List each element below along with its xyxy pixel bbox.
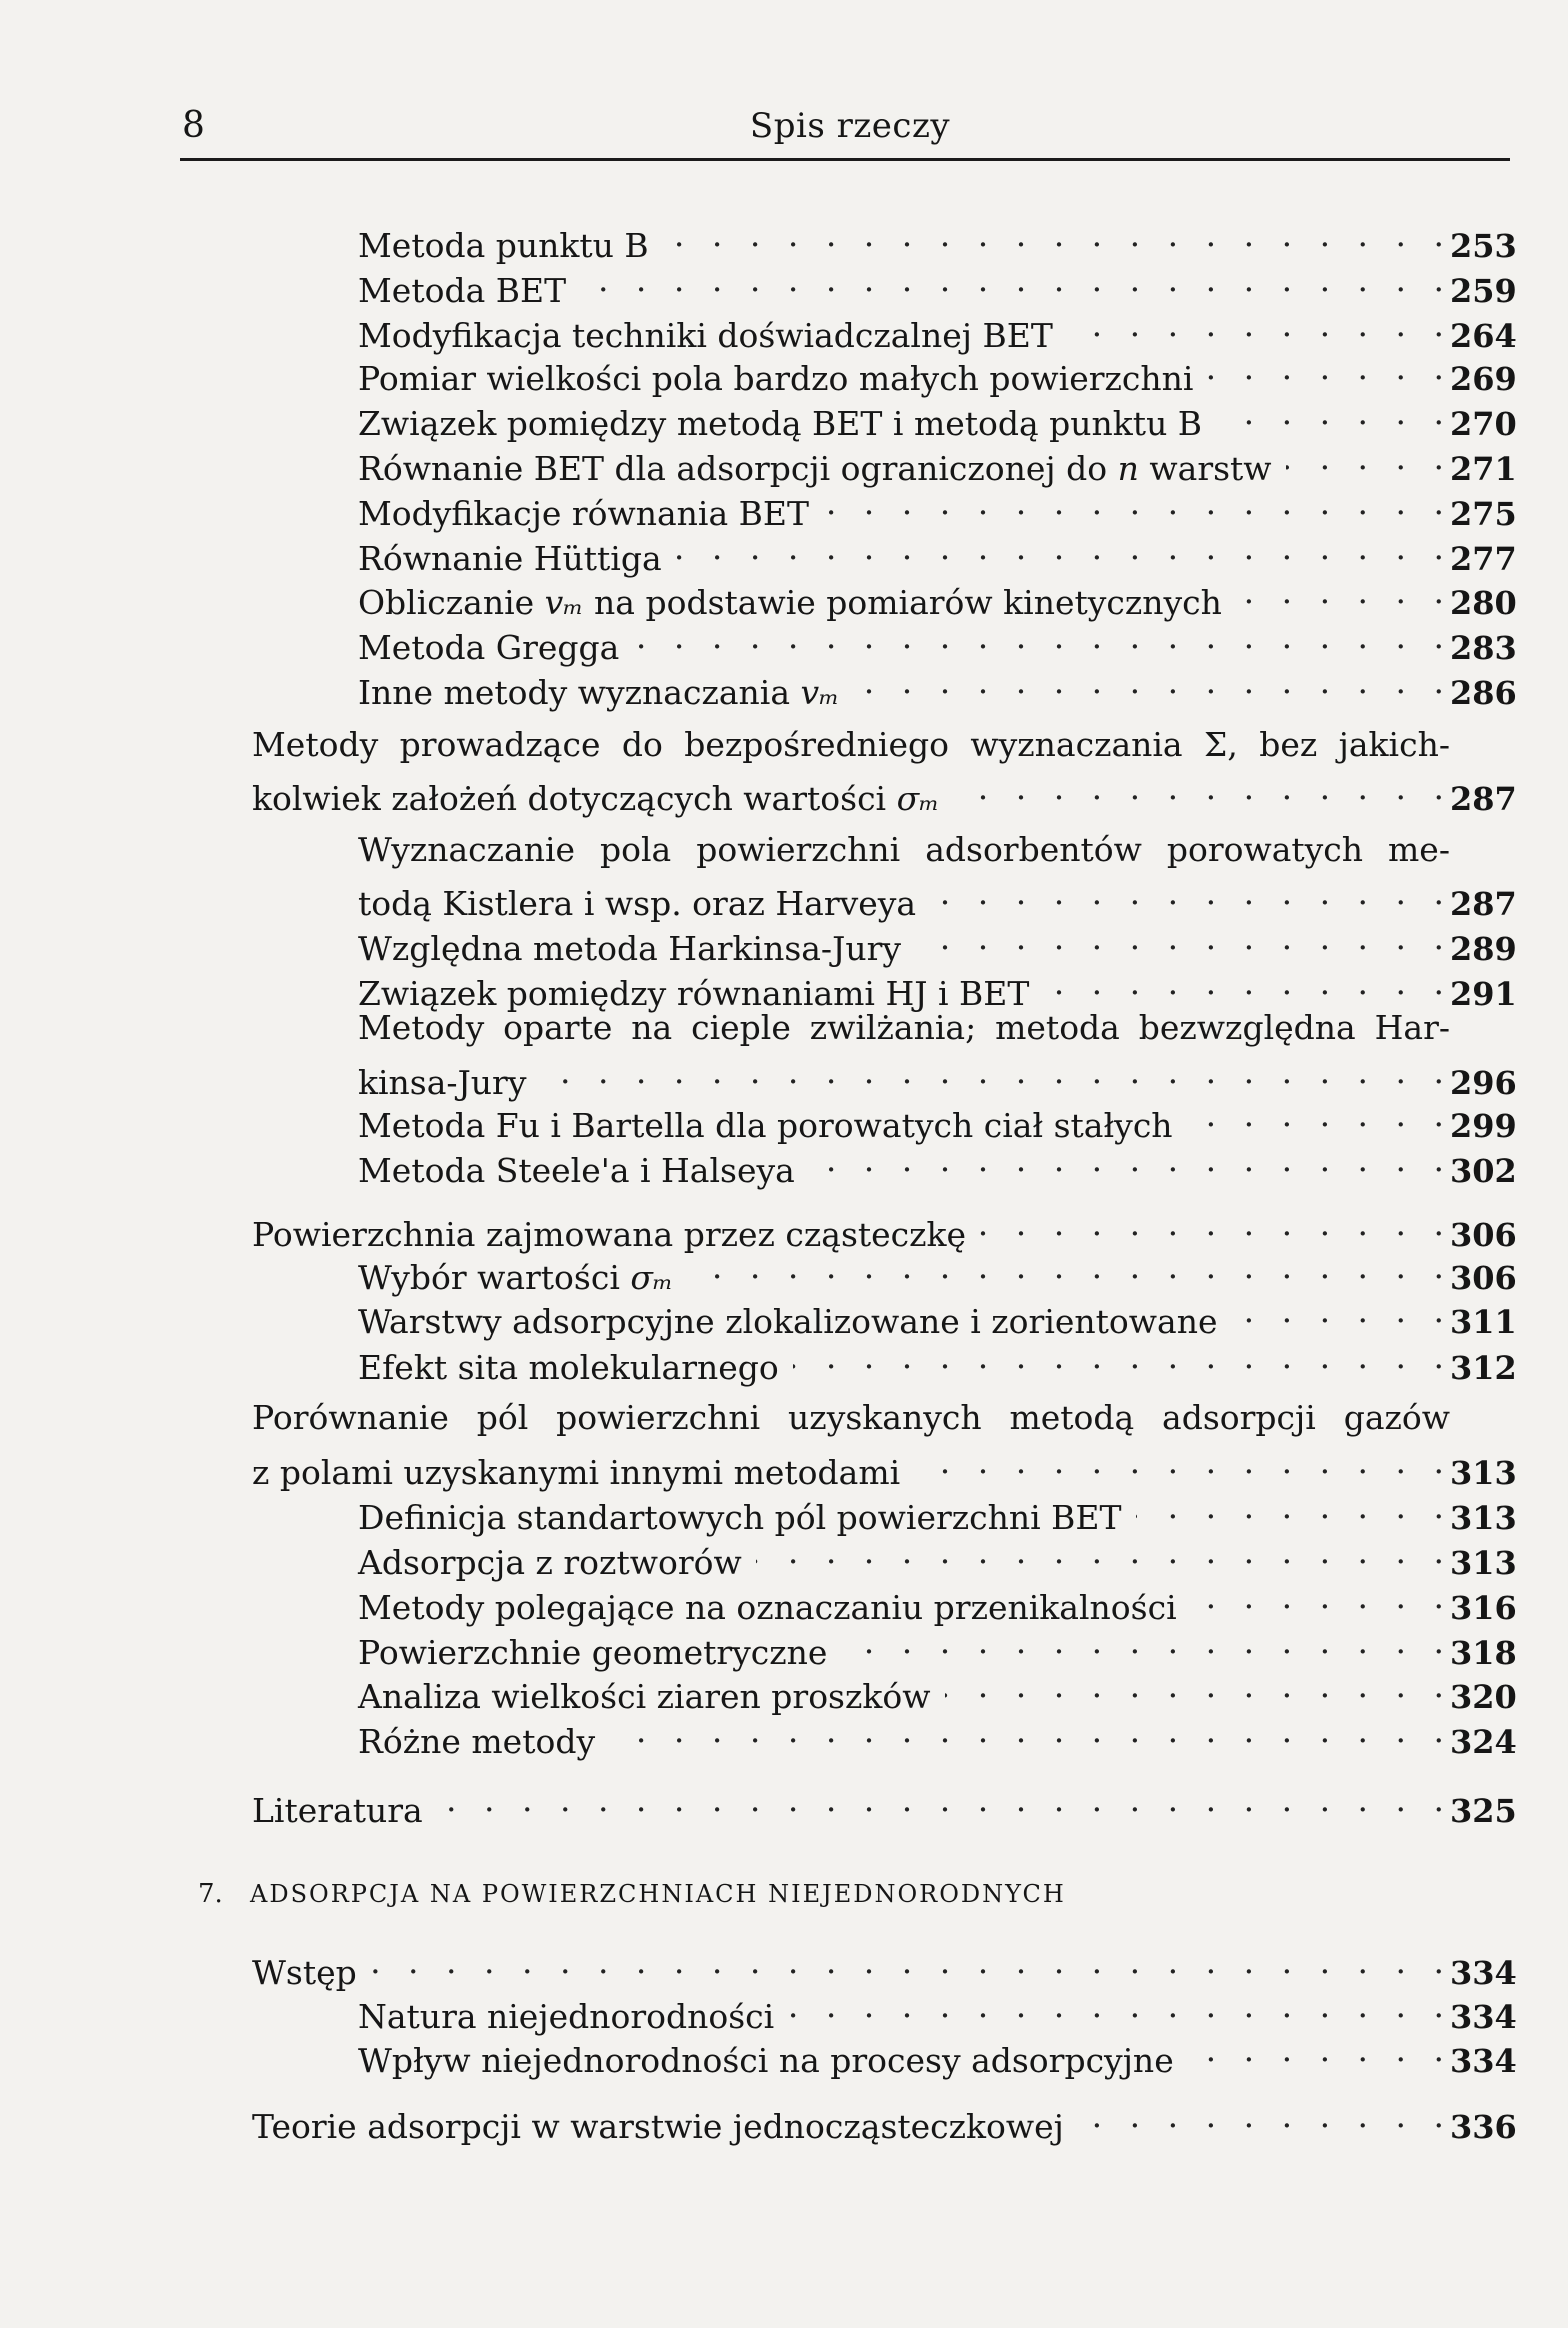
toc-entry-page: 275 (1450, 495, 1517, 533)
page-number: 8 (182, 105, 205, 146)
toc-entry[interactable] (358, 213, 1517, 265)
toc-entry-title: Modyfikacje równania BET (358, 494, 809, 533)
toc-entry[interactable] (358, 1289, 1517, 1341)
toc-entry-page: 259 (1450, 272, 1517, 310)
toc-entry-page: 289 (1450, 930, 1517, 968)
toc-entry[interactable] (358, 2028, 1517, 2080)
toc-entry[interactable] (358, 871, 1517, 923)
running-title (0, 104, 1568, 148)
toc-entry[interactable] (358, 526, 1517, 578)
toc-entry[interactable] (358, 916, 1517, 968)
toc-entry-page: 306 (1450, 1259, 1517, 1297)
toc-section-literatura[interactable] (252, 1778, 1517, 1830)
toc-entry-page: 324 (1450, 1723, 1517, 1761)
toc-entry-title: Efekt sita molekularnego (358, 1348, 779, 1387)
toc-entry-title: Wpływ niejednorodności na procesy adsorpcyjne (358, 2041, 1174, 2080)
toc-entry-page: 334 (1450, 1998, 1517, 2036)
dot-leader (687, 1245, 1444, 1289)
dot-leader (809, 1138, 1444, 1182)
toc-section-line[interactable] (252, 723, 1450, 767)
chapter-heading[interactable] (198, 1874, 1066, 1914)
toc-entry[interactable] (358, 1050, 1517, 1102)
toc-entry[interactable] (358, 1093, 1517, 1145)
toc-entry[interactable] (358, 436, 1517, 488)
math-variable: n (1117, 449, 1139, 488)
dot-leader (1207, 346, 1444, 390)
toc-entry-page: 296 (1450, 1064, 1517, 1102)
toc-entry-title: Związek pomiędzy równaniami HJ i BET (358, 974, 1030, 1013)
dot-leader (853, 660, 1444, 704)
dot-leader (1188, 2028, 1444, 2072)
toc-entry-title: Definicja standartowych pól powierzchni BET (358, 1498, 1122, 1537)
toc-entry[interactable] (358, 258, 1517, 310)
dot-leader (793, 1335, 1444, 1379)
toc-entry[interactable] (358, 481, 1517, 533)
toc-entry-page: 269 (1450, 360, 1517, 398)
toc-entry-title-line1: Metody oparte na cieple zwilżania; metoda bezwzględna Har- (358, 1008, 1450, 1047)
dot-leader (1191, 1575, 1444, 1619)
toc-entry-page: 325 (1450, 1792, 1517, 1830)
toc-entry[interactable] (358, 1664, 1517, 1716)
toc-entry-page: 312 (1450, 1349, 1517, 1387)
toc-entry-page: 299 (1450, 1107, 1517, 1145)
toc-entry-page: 270 (1450, 405, 1517, 443)
dot-leader (915, 916, 1444, 960)
dot-leader (1136, 1485, 1444, 1529)
toc-entry[interactable] (358, 1709, 1517, 1761)
toc-entry-page: 287 (1450, 885, 1517, 923)
title-part: warstw (1138, 449, 1272, 488)
toc-entry-title: Równanie Hüttiga (358, 539, 662, 578)
toc-entry-title: Powierzchnie geometryczne (358, 1633, 828, 1672)
toc-entry-title-line1: Wyznaczanie pola powierzchni adsorbentów porowatych me- (358, 830, 1450, 869)
toc-entry-title: Metoda Fu i Bartella dla porowatych ciał stałych (358, 1106, 1173, 1145)
toc-entry[interactable] (358, 1485, 1517, 1537)
math-variable: vₘ (800, 673, 840, 712)
dot-leader (1216, 391, 1444, 435)
dot-leader (841, 1620, 1444, 1664)
toc-section-line[interactable] (252, 1396, 1450, 1440)
toc-entry-page: 291 (1450, 975, 1517, 1013)
toc-section-title-line1: Porównanie pól powierzchni uzyskanych metodą adsorpcji gazów (252, 1398, 1450, 1437)
toc-entry-line[interactable] (358, 1006, 1450, 1050)
toc-entry-page: 287 (1450, 780, 1517, 818)
toc-entry-title: Natura niejednorodności (358, 1997, 775, 2036)
title-part: Inne metody wyznaczania (358, 673, 801, 712)
toc-entry-page: 283 (1450, 629, 1517, 667)
toc-entry-title: Warstwy adsorpcyjne zlokalizowane i zorientowane (358, 1302, 1218, 1341)
toc-entry-page: 302 (1450, 1152, 1517, 1190)
toc-entry-page: 334 (1450, 1954, 1517, 1992)
dot-leader (371, 1940, 1444, 1984)
chapter-number: 7. (198, 1879, 223, 1909)
toc-entry-page: 336 (1450, 2108, 1517, 2146)
toc-section[interactable] (252, 2094, 1517, 2146)
toc-entry[interactable] (358, 570, 1517, 622)
toc-section-title-line2: z polami uzyskanymi innymi metodami (252, 1453, 901, 1492)
toc-entry-line[interactable] (358, 828, 1450, 872)
dot-leader (1231, 1289, 1444, 1333)
dot-leader (1067, 303, 1444, 347)
toc-entry-title: Analiza wielkości ziaren proszków (358, 1677, 931, 1716)
toc-section-title-line2 (252, 777, 939, 821)
toc-entry-title: Różne metody (358, 1722, 596, 1761)
dot-leader (1236, 570, 1444, 614)
toc-entry-page: 253 (1450, 227, 1517, 265)
header-rule (180, 158, 1510, 161)
toc-entry-title: Metoda Gregga (358, 628, 620, 667)
toc-entry[interactable] (358, 391, 1517, 443)
dot-leader (609, 1709, 1444, 1753)
toc-entry-title-line2: todą Kistlera i wsp. oraz Harveya (358, 884, 917, 923)
math-variable: σₘ (630, 1258, 674, 1297)
toc-entry[interactable] (358, 660, 1517, 712)
toc-entry[interactable] (358, 1245, 1517, 1297)
toc-entry-title: Metoda punktu B (358, 226, 649, 265)
math-variable: σₘ (896, 779, 940, 818)
toc-section-title: Teorie adsorpcji w warstwie jednocząsteczkowej (252, 2107, 1064, 2146)
dot-leader (676, 526, 1444, 570)
toc-section-title-line1: Metody prowadzące do bezpośredniego wyznaczania Σ, bez jakich- (252, 725, 1450, 764)
toc-entry[interactable] (358, 1984, 1517, 2036)
toc-entry-page: 318 (1450, 1634, 1517, 1672)
toc-entry-page: 277 (1450, 540, 1517, 578)
dot-leader (788, 1984, 1444, 2028)
toc-entry-title: Adsorpcja z roztworów (358, 1543, 742, 1582)
dot-leader (1043, 961, 1444, 1005)
dot-leader (1187, 1093, 1444, 1137)
toc-section-title: Wstęp (252, 1953, 357, 1992)
dot-leader (945, 1664, 1445, 1708)
toc-entry-title: Metoda Steele'a i Halseya (358, 1151, 795, 1190)
dot-leader (823, 481, 1444, 525)
toc-entry-page: 313 (1450, 1454, 1517, 1492)
toc-entry-page: 286 (1450, 674, 1517, 712)
toc-entry-page: 313 (1450, 1544, 1517, 1582)
toc-entry[interactable] (358, 303, 1517, 355)
toc-entry[interactable] (358, 1620, 1517, 1672)
dot-leader (1078, 2094, 1444, 2138)
toc-entry[interactable] (358, 615, 1517, 667)
toc-entry-page: 271 (1450, 450, 1517, 488)
dot-leader (930, 871, 1444, 915)
toc-entry-page: 320 (1450, 1678, 1517, 1716)
toc-entry-title: Modyfikacja techniki doświadczalnej BET (358, 316, 1053, 355)
toc-entry-title: Metoda BET (358, 271, 567, 310)
dot-leader (914, 1440, 1444, 1484)
toc-section[interactable] (252, 1202, 1517, 1254)
toc-entry-page: 316 (1450, 1589, 1517, 1627)
dot-leader (1286, 436, 1444, 480)
dot-leader (756, 1530, 1444, 1574)
math-variable: vₘ (544, 583, 584, 622)
toc-section[interactable] (252, 1940, 1517, 1992)
toc-entry-page: 280 (1450, 584, 1517, 622)
title-part: Obliczanie (358, 583, 545, 622)
toc-section[interactable] (252, 1440, 1517, 1492)
toc-entry-title: Związek pomiędzy metodą BET i metodą punktu B (358, 404, 1203, 443)
toc-entry[interactable] (358, 961, 1517, 1013)
toc-entry-page: 313 (1450, 1499, 1517, 1537)
toc-entry[interactable] (358, 1335, 1517, 1387)
dot-leader (580, 258, 1444, 302)
toc-entry-title: Względna metoda Harkinsa-Jury (358, 929, 901, 968)
toc-section-title: Literatura (252, 1791, 423, 1830)
toc-entry[interactable] (358, 346, 1517, 398)
toc-entry[interactable] (358, 1138, 1517, 1190)
toc-entry-page: 306 (1450, 1216, 1517, 1254)
dot-leader (663, 213, 1444, 257)
running-title-text: Spis rzeczy (749, 106, 951, 146)
toc-entry-title-line2: kinsa-Jury (358, 1063, 527, 1102)
chapter-title: ADSORPCJA NA POWIERZCHNIACH NIEJEDNORODNYCH (250, 1880, 1066, 1908)
dot-leader (953, 766, 1444, 810)
toc-section[interactable] (252, 766, 1517, 818)
toc-entry-page: 334 (1450, 2042, 1517, 2080)
title-part: Równanie BET dla adsorpcji ograniczonej do (358, 449, 1118, 488)
toc-entry-page: 311 (1450, 1303, 1517, 1341)
dot-leader (980, 1202, 1444, 1246)
toc-entry[interactable] (358, 1530, 1517, 1582)
toc-entry[interactable] (358, 1575, 1517, 1627)
toc-entry-page: 264 (1450, 317, 1517, 355)
toc-entry-title: Pomiar wielkości pola bardzo małych powierzchni (358, 359, 1194, 398)
dot-leader (437, 1778, 1444, 1822)
toc-entry-title: Metody polegające na oznaczaniu przenikalności (358, 1588, 1177, 1627)
toc-section-title: Powierzchnia zajmowana przez cząsteczkę (252, 1215, 967, 1254)
dot-leader (540, 1050, 1444, 1094)
toc-entry-title (358, 671, 839, 715)
title-part: kolwiek założeń dotyczących wartości (252, 779, 897, 818)
title-part: na podstawie pomiarów kinetycznych (583, 583, 1222, 622)
title-part: Wybór wartości (358, 1258, 631, 1297)
dot-leader (633, 615, 1444, 659)
